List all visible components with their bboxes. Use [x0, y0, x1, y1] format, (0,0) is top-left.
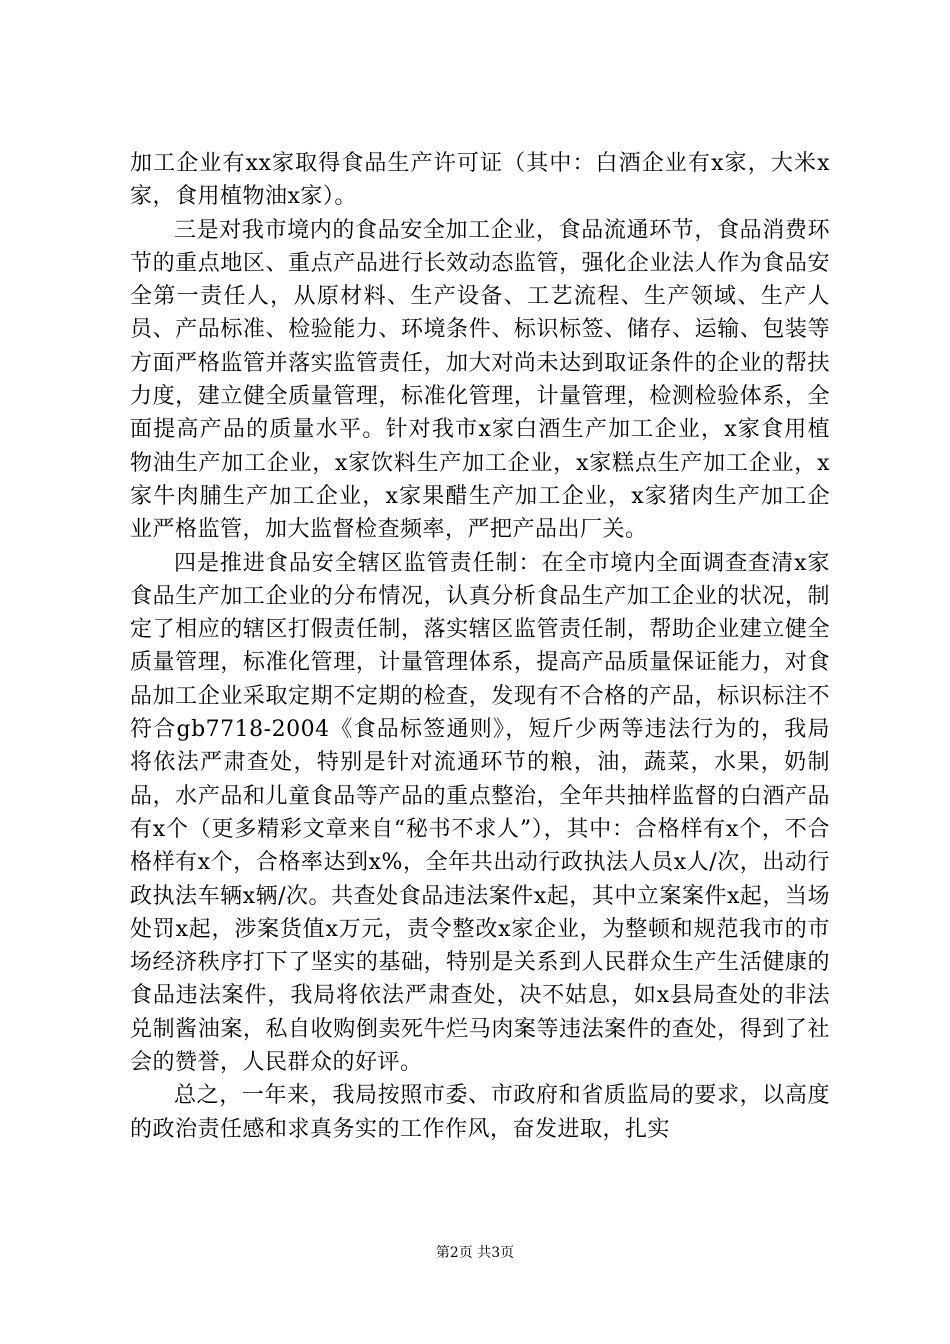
paragraph-summary: 总之，一年来，我局按照市委、市政府和省质监局的要求，以高度的政治责任感和求真务实的工作作风，奋发进取，扎实 — [130, 1083, 830, 1142]
paragraph-continuation: 加工企业有xx家取得食品生产许可证（其中：白酒企业有x家，大米x家，食用植物油x家）。 — [130, 151, 830, 210]
paragraph-four: 四是推进食品安全辖区监管责任制：在全市境内全面调查查清x家食品生产加工企业的分布情况，认真分析食品生产加工企业的状况，制定了相应的辖区打假责任制，落实辖区监管责任制，帮助企业建立健全质量管理，标准化管理，计量管理体系，提高产品质量保证能力，对食品加工企业采取定期不定期的检查，发现有不合格的产品，标识标注不符合gb7718-2004《食品标签通则》，短斤少两等违法行为的，我局将依法严肃查处，特别是针对流通环节的粮，油，蔬菜，水果，奶制品，水产品和儿童食品等产品的重点整治，全年共抽样监督的白酒产品有x个（更多精彩文章来自“秘书不求人”），其中：合格样有x个，不合格样有x个，合格率达到x%，全年共出动行政执法人员x人/次，出动行政执法车辆x辆/次。共查处食品违法案件x起，其中立案案件x起，当场处罚x起，涉案货值x万元，责令整改x家企业，为整顿和规范我市的市场经济秩序打下了坚实的基础，特别是关系到人民群众生产生活健康的食品违法案件，我局将依法严肃查处，决不姑息，如x县局查处的非法兑制酱油案，私自收购倒卖死牛烂马肉案等违法案件的查处，得到了社会的赞誉，人民群众的好评。 — [130, 550, 830, 1076]
document-body — [130, 147, 830, 1146]
page-footer: 第2页 共3页 — [435, 1245, 515, 1261]
paragraph-three: 三是对我市境内的食品安全加工企业，食品流通环节，食品消费环节的重点地区、重点产品进行长效动态监管，强化企业法人作为食品安全第一责任人，从原材料、生产设备、工艺流程、生产领域、生产人员、产品标准、检验能力、环境条件、标识标签、储存、运输、包装等方面严格监管并落实监管责任，加大对尚未达到取证条件的企业的帮扶力度，建立健全质量管理，标准化管理，计量管理，检测检验体系，全面提高产品的质量水平。针对我市x家白酒生产加工企业，x家食用植物油生产加工企业，x家饮料生产加工企业，x家糕点生产加工企业，x家牛肉脯生产加工企业，x家果醋生产加工企业，x家猪肉生产加工企业严格监管，加大监督检查频率，严把产品出厂关。 — [130, 217, 830, 543]
